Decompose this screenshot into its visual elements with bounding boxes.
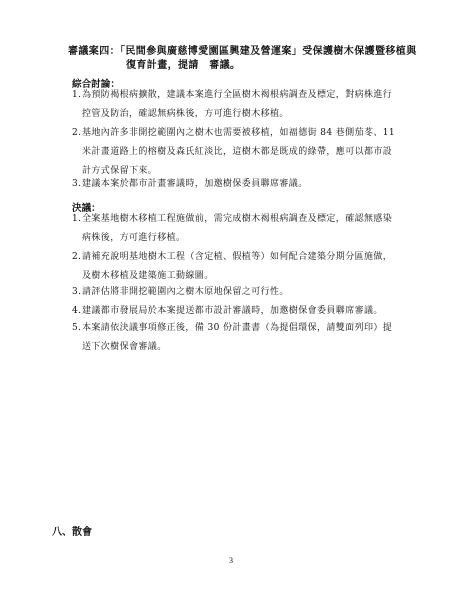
resolution-item-2-line-1: 請補充說明基地樹木工程（含定植、假植等）如何配合建築分期分區施做， <box>82 252 393 262</box>
page-number: 3 <box>229 556 233 565</box>
resolution-item-4-number: 4. <box>72 306 82 316</box>
resolution-item-5-number: 5. <box>72 323 82 333</box>
resolution-item-3-line-1: 請評估將非開挖範圍內之樹木原地保留之可行性。 <box>82 287 289 297</box>
discussion-item-2 <box>72 124 412 181</box>
discussion-item-3 <box>72 175 412 194</box>
resolution-item-2-number: 2. <box>72 252 82 262</box>
resolution-item-2-line-2: 及樹木移植及建築施工動線圖。 <box>82 271 214 281</box>
discussion-item-2-line-2: 米計畫道路上的榕樹及森氏紅淡比，這樹木都是既成的綠帶，應可以都市設 <box>82 147 393 157</box>
resolution-item-1 <box>72 210 412 248</box>
discussion-item-3-number: 3. <box>72 179 82 189</box>
discussion-item-3-line-1: 建議本案於都市計畫審議時，加邀樹保委員聯席審議。 <box>82 179 308 189</box>
discussion-heading: 綜合討論： <box>72 79 120 90</box>
resolution-item-5-line-2: 送下次樹保會審議。 <box>82 342 167 352</box>
adjourn-heading: 八、散會 <box>52 527 92 538</box>
resolution-item-1-line-1: 全案基地樹木移植工程施做前，需完成樹木褐根病調查及標定，確認無感染 <box>82 214 393 224</box>
discussion-item-1-line-1: 為預防褐根病擴散，建議本案進行全區樹木褐根病調查及標定，對病株進行 <box>82 90 393 100</box>
agenda-title-line-2: 復育計畫，提請 審議。 <box>126 60 241 71</box>
discussion-item-2-number: 2. <box>72 128 82 138</box>
discussion-item-2-line-1: 基地內許多非開挖範圍內之樹木也需要被移植，如福德街 84 巷側茄苳、11 <box>82 128 396 138</box>
discussion-item-2-line-3: 計方式保留下來。 <box>82 166 158 176</box>
resolution-item-1-number: 1. <box>72 214 82 224</box>
discussion-item-1 <box>72 86 412 124</box>
resolution-item-5-line-1: 本案請依決議事項修正後，備 30 份計畫書（為提倡環保，請雙面列印）提 <box>82 323 393 333</box>
resolution-item-3 <box>72 283 412 302</box>
discussion-item-1-number: 1. <box>72 90 82 100</box>
discussion-item-1-line-2: 控管及防治，確認無病株後，方可進行樹木移植。 <box>82 109 289 119</box>
resolution-item-1-line-2: 病株後，方可進行移植。 <box>82 233 186 243</box>
resolution-item-5 <box>72 319 412 357</box>
agenda-title-line-1: 審議案四：「民間參與廣慈博愛園區興建及營運案」受保護樹木保護暨移植與 <box>68 46 417 57</box>
resolution-item-3-number: 3. <box>72 287 82 297</box>
resolution-item-4-line-1: 建議都市發展局於本案提送都市設計審議時，加邀樹保會委員聯席審議。 <box>82 306 383 316</box>
resolution-heading: 決議： <box>72 203 101 214</box>
resolution-item-2 <box>72 248 412 286</box>
